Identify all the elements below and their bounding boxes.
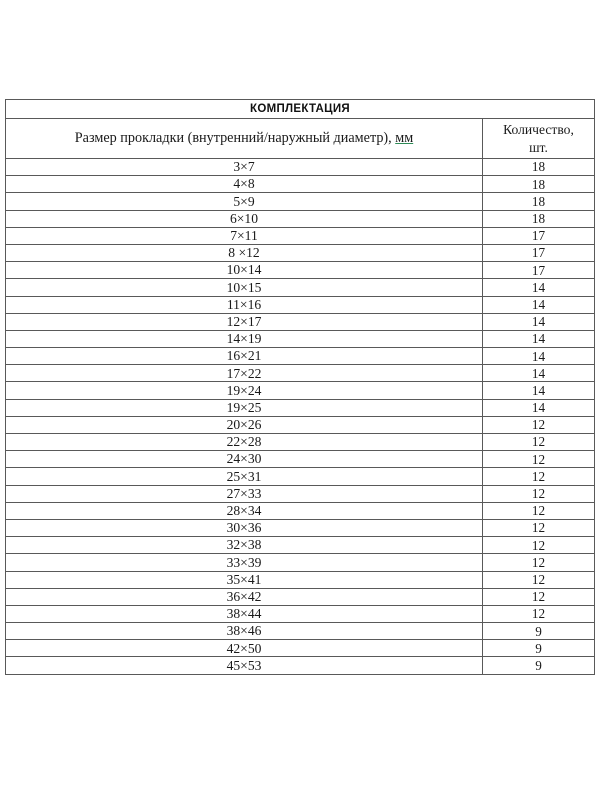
cell-size: 38×46 xyxy=(6,623,483,640)
cell-size: 5×9 xyxy=(6,193,483,210)
cell-size: 4×8 xyxy=(6,176,483,193)
cell-size: 24×30 xyxy=(6,451,483,468)
table-row xyxy=(6,244,595,261)
table-title-row xyxy=(6,100,595,119)
table-row xyxy=(6,571,595,588)
cell-size: 22×28 xyxy=(6,434,483,451)
column-header-quantity-line1: Количество, xyxy=(503,121,574,137)
table-row xyxy=(6,519,595,536)
cell-quantity: 14 xyxy=(483,348,595,365)
table-row xyxy=(6,176,595,193)
cell-quantity: 14 xyxy=(483,313,595,330)
cell-quantity: 12 xyxy=(483,485,595,502)
table-row xyxy=(6,605,595,622)
cell-size: 36×42 xyxy=(6,588,483,605)
cell-size: 6×10 xyxy=(6,210,483,227)
table-row xyxy=(6,227,595,244)
table-row xyxy=(6,210,595,227)
table-row xyxy=(6,193,595,210)
table-title: КОМПЛЕКТАЦИЯ xyxy=(6,100,595,119)
cell-quantity: 14 xyxy=(483,279,595,296)
table-row xyxy=(6,296,595,313)
column-header-quantity xyxy=(483,119,595,159)
cell-quantity: 9 xyxy=(483,640,595,657)
cell-size: 27×33 xyxy=(6,485,483,502)
table-row xyxy=(6,348,595,365)
table-row xyxy=(6,554,595,571)
cell-quantity: 12 xyxy=(483,605,595,622)
table-row xyxy=(6,623,595,640)
cell-quantity: 17 xyxy=(483,227,595,244)
column-header-size-unit: мм xyxy=(395,130,414,147)
cell-quantity: 12 xyxy=(483,451,595,468)
cell-size: 3×7 xyxy=(6,159,483,176)
column-header-size xyxy=(6,119,483,159)
cell-quantity: 12 xyxy=(483,502,595,519)
table-row xyxy=(6,382,595,399)
cell-quantity: 14 xyxy=(483,382,595,399)
column-header-size-text: Размер прокладки (внутренний/наружный диаметр), xyxy=(74,130,396,147)
table-row xyxy=(6,416,595,433)
cell-size: 25×31 xyxy=(6,468,483,485)
cell-quantity: 12 xyxy=(483,468,595,485)
cell-quantity: 12 xyxy=(483,416,595,433)
cell-quantity: 18 xyxy=(483,210,595,227)
cell-size: 28×34 xyxy=(6,502,483,519)
cell-size: 14×19 xyxy=(6,330,483,347)
table-row xyxy=(6,434,595,451)
table-row xyxy=(6,262,595,279)
cell-quantity: 14 xyxy=(483,399,595,416)
cell-size: 19×25 xyxy=(6,399,483,416)
cell-size: 16×21 xyxy=(6,348,483,365)
table-row xyxy=(6,159,595,176)
cell-size: 10×14 xyxy=(6,262,483,279)
specification-table xyxy=(5,99,595,675)
cell-quantity: 12 xyxy=(483,434,595,451)
table-row xyxy=(6,537,595,554)
table-row xyxy=(6,330,595,347)
cell-size: 35×41 xyxy=(6,571,483,588)
cell-quantity: 18 xyxy=(483,176,595,193)
cell-quantity: 18 xyxy=(483,193,595,210)
cell-size: 30×36 xyxy=(6,519,483,536)
cell-size: 7×11 xyxy=(6,227,483,244)
cell-size: 42×50 xyxy=(6,640,483,657)
table-row xyxy=(6,485,595,502)
table-row xyxy=(6,640,595,657)
cell-quantity: 9 xyxy=(483,657,595,674)
table-body xyxy=(6,100,595,675)
table-row xyxy=(6,657,595,674)
cell-size: 38×44 xyxy=(6,605,483,622)
cell-quantity: 9 xyxy=(483,623,595,640)
cell-size: 17×22 xyxy=(6,365,483,382)
table-row xyxy=(6,451,595,468)
cell-size: 11×16 xyxy=(6,296,483,313)
table-row xyxy=(6,313,595,330)
column-header-quantity-line2: шт. xyxy=(529,139,548,155)
cell-quantity: 18 xyxy=(483,159,595,176)
cell-size: 19×24 xyxy=(6,382,483,399)
cell-quantity: 12 xyxy=(483,588,595,605)
table-row xyxy=(6,468,595,485)
cell-quantity: 17 xyxy=(483,244,595,261)
cell-quantity: 12 xyxy=(483,519,595,536)
specification-table-container xyxy=(5,99,594,675)
table-row xyxy=(6,365,595,382)
table-row xyxy=(6,502,595,519)
cell-quantity: 12 xyxy=(483,571,595,588)
cell-size: 33×39 xyxy=(6,554,483,571)
cell-size: 32×38 xyxy=(6,537,483,554)
cell-quantity: 14 xyxy=(483,365,595,382)
cell-quantity: 17 xyxy=(483,262,595,279)
cell-size: 20×26 xyxy=(6,416,483,433)
cell-quantity: 12 xyxy=(483,554,595,571)
table-row xyxy=(6,279,595,296)
cell-quantity: 12 xyxy=(483,537,595,554)
cell-size: 45×53 xyxy=(6,657,483,674)
cell-quantity: 14 xyxy=(483,296,595,313)
cell-size: 12×17 xyxy=(6,313,483,330)
table-row xyxy=(6,588,595,605)
cell-size: 10×15 xyxy=(6,279,483,296)
table-row xyxy=(6,399,595,416)
cell-quantity: 14 xyxy=(483,330,595,347)
table-header-row xyxy=(6,119,595,159)
cell-size: 8 ×12 xyxy=(6,244,483,261)
